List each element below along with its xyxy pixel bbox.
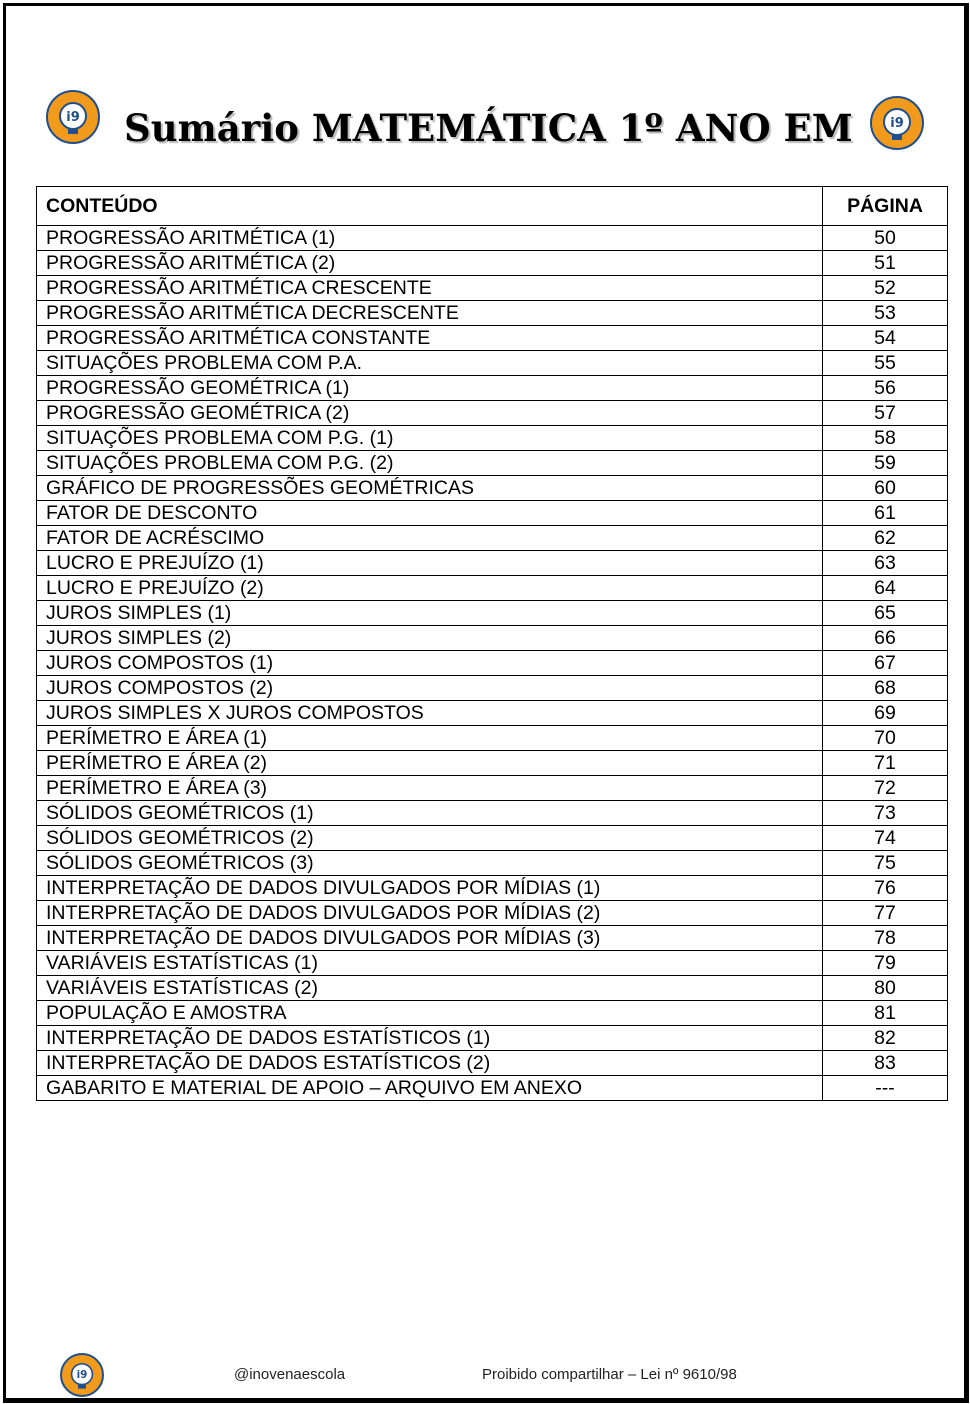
table-row [37,551,948,576]
table-row [37,376,948,401]
table-row [37,1076,948,1101]
i9-logo-footer [60,1353,104,1397]
table-row [37,501,948,526]
header-page: PÁGINA [823,187,948,226]
row-page: 55 [823,351,948,376]
table-row [37,401,948,426]
row-page: 51 [823,251,948,276]
table-header-row [37,187,948,226]
table-row [37,351,948,376]
contents-table [36,186,948,1101]
table-row [37,601,948,626]
row-content: PERÍMETRO E ÁREA (1) [37,726,823,751]
row-page: 73 [823,801,948,826]
row-content: PROGRESSÃO GEOMÉTRICA (2) [37,401,823,426]
row-page: 74 [823,826,948,851]
row-page: 64 [823,576,948,601]
table-row [37,801,948,826]
row-page: 60 [823,476,948,501]
row-page: 82 [823,1026,948,1051]
row-page: 83 [823,1051,948,1076]
header-content: CONTEÚDO [37,187,823,226]
row-page: 61 [823,501,948,526]
row-content: SITUAÇÕES PROBLEMA COM P.G. (2) [37,451,823,476]
row-content: FATOR DE DESCONTO [37,501,823,526]
i9-logo-left [46,90,100,144]
table-row [37,651,948,676]
row-page: 65 [823,601,948,626]
table-row [37,276,948,301]
i9-logo-right [870,96,924,150]
row-content: PERÍMETRO E ÁREA (2) [37,751,823,776]
table-row [37,901,948,926]
row-page: 53 [823,301,948,326]
row-page: 59 [823,451,948,476]
row-page: 77 [823,901,948,926]
row-page: 75 [823,851,948,876]
row-content: INTERPRETAÇÃO DE DADOS DIVULGADOS POR MÍDIAS (2) [37,901,823,926]
row-page: 58 [823,426,948,451]
row-page: 56 [823,376,948,401]
row-content: INTERPRETAÇÃO DE DADOS DIVULGADOS POR MÍDIAS (3) [37,926,823,951]
table-row [37,676,948,701]
row-content: LUCRO E PREJUÍZO (2) [37,576,823,601]
row-content: SITUAÇÕES PROBLEMA COM P.G. (1) [37,426,823,451]
row-content: JUROS COMPOSTOS (2) [37,676,823,701]
table-row [37,976,948,1001]
row-content: INTERPRETAÇÃO DE DADOS ESTATÍSTICOS (1) [37,1026,823,1051]
table-row [37,251,948,276]
document-page [3,3,969,1403]
row-content: JUROS SIMPLES (2) [37,626,823,651]
row-content: PROGRESSÃO ARITMÉTICA CRESCENTE [37,276,823,301]
table-row [37,526,948,551]
row-content: VARIÁVEIS ESTATÍSTICAS (1) [37,951,823,976]
row-page: 62 [823,526,948,551]
row-content: SÓLIDOS GEOMÉTRICOS (1) [37,801,823,826]
svg-text:i9: i9 [76,1369,88,1382]
row-content: PROGRESSÃO GEOMÉTRICA (1) [37,376,823,401]
row-page: 80 [823,976,948,1001]
row-content: JUROS SIMPLES X JUROS COMPOSTOS [37,701,823,726]
footer-handle: @inovenaescola [234,1366,346,1383]
table-row [37,451,948,476]
row-content: SITUAÇÕES PROBLEMA COM P.A. [37,351,823,376]
row-content: SÓLIDOS GEOMÉTRICOS (3) [37,851,823,876]
footer-legal-notice: Proibido compartilhar – Lei nº 9610/98 [482,1366,737,1383]
row-content: GABARITO E MATERIAL DE APOIO – ARQUIVO EM ANEXO [37,1076,823,1101]
row-page: 57 [823,401,948,426]
table-row [37,1026,948,1051]
table-row [37,926,948,951]
table-row [37,226,948,251]
row-content: VARIÁVEIS ESTATÍSTICAS (2) [37,976,823,1001]
table-row [37,1001,948,1026]
row-page: 67 [823,651,948,676]
row-page: 68 [823,676,948,701]
row-content: PROGRESSÃO ARITMÉTICA CONSTANTE [37,326,823,351]
row-page: 54 [823,326,948,351]
row-content: GRÁFICO DE PROGRESSÕES GEOMÉTRICAS [37,476,823,501]
table-row [37,726,948,751]
table-row [37,751,948,776]
row-page: 63 [823,551,948,576]
table-row [37,851,948,876]
table-row [37,826,948,851]
svg-text:i9: i9 [890,116,904,131]
table-row [37,426,948,451]
row-content: FATOR DE ACRÉSCIMO [37,526,823,551]
row-page: --- [823,1076,948,1101]
table-row [37,701,948,726]
row-page: 50 [823,226,948,251]
table-row [37,876,948,901]
row-page: 69 [823,701,948,726]
page-title: Sumário MATEMÁTICA 1º ANO EM [124,106,853,150]
table-row [37,951,948,976]
row-content: JUROS SIMPLES (1) [37,601,823,626]
svg-text:i9: i9 [66,110,80,125]
row-content: PROGRESSÃO ARITMÉTICA DECRESCENTE [37,301,823,326]
table-row [37,626,948,651]
table-row [37,1051,948,1076]
row-content: SÓLIDOS GEOMÉTRICOS (2) [37,826,823,851]
row-page: 76 [823,876,948,901]
row-content: PROGRESSÃO ARITMÉTICA (2) [37,251,823,276]
row-page: 78 [823,926,948,951]
row-content: JUROS COMPOSTOS (1) [37,651,823,676]
row-content: INTERPRETAÇÃO DE DADOS ESTATÍSTICOS (2) [37,1051,823,1076]
table-row [37,476,948,501]
row-content: LUCRO E PREJUÍZO (1) [37,551,823,576]
row-page: 70 [823,726,948,751]
table-row [37,326,948,351]
table-row [37,576,948,601]
row-content: INTERPRETAÇÃO DE DADOS DIVULGADOS POR MÍDIAS (1) [37,876,823,901]
table-row [37,776,948,801]
row-page: 79 [823,951,948,976]
row-page: 52 [823,276,948,301]
row-content: POPULAÇÃO E AMOSTRA [37,1001,823,1026]
row-content: PROGRESSÃO ARITMÉTICA (1) [37,226,823,251]
row-page: 66 [823,626,948,651]
row-page: 81 [823,1001,948,1026]
row-content: PERÍMETRO E ÁREA (3) [37,776,823,801]
row-page: 72 [823,776,948,801]
table-row [37,301,948,326]
row-page: 71 [823,751,948,776]
